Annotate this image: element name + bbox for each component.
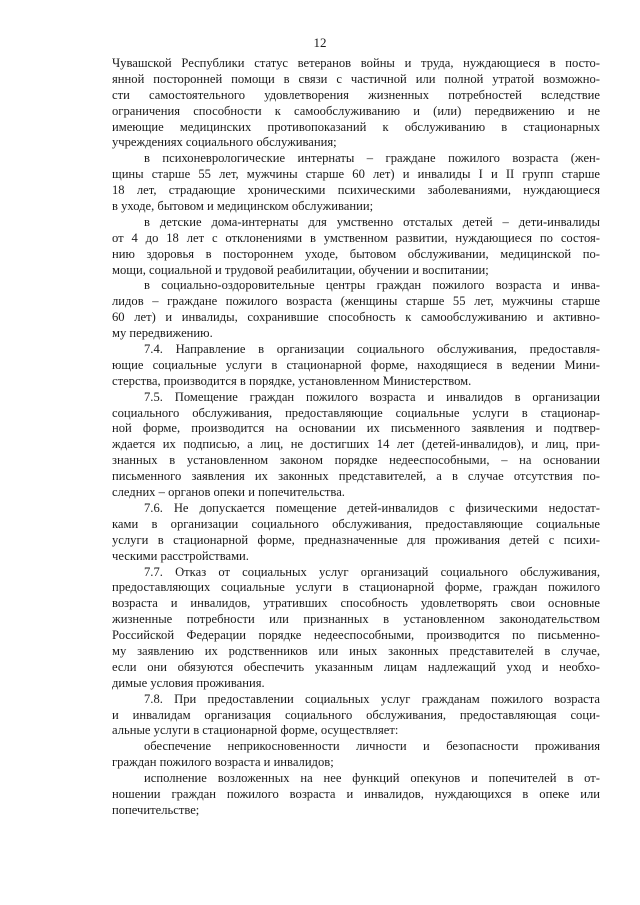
text-line: 7.4. Направление в организации социального обслуживания, предоставля- <box>144 342 600 357</box>
text-line: Российской Федерации порядке недееспособными, производится по письменно- <box>112 628 600 643</box>
text-line: и инвалидам организация социального обслуживания, предоставляющая соци- <box>112 707 600 722</box>
text-line: му передвижению. <box>112 326 213 341</box>
text-line: ношении граждан пожилого возраста и инвалидов, нуждающихся в опеке или <box>112 786 600 801</box>
text-line: следних – органов опеки и попечительства. <box>112 485 345 500</box>
text-line: жизненные потребности или признанных в установленном законодательством <box>112 612 600 627</box>
text-line: от 4 до 18 лет с отклонениями в умственном развитии, нуждающиеся по состоя- <box>112 230 600 245</box>
text-line: 7.5. Помещение граждан пожилого возраста и инвалидов в организации <box>144 389 600 404</box>
text-line: димые условия проживания. <box>112 675 265 690</box>
text-line: 18 лет, страдающие хроническими психическими заболеваниями, нуждающиеся <box>112 183 600 198</box>
text-line: учреждениях социального обслуживания; <box>112 135 337 150</box>
text-line: знанных в установленном законом порядке недееспособными, – на основании <box>112 453 600 468</box>
text-line: янной посторонней помощи в связи с частичной или полной утратой возможно- <box>112 71 600 86</box>
text-line: в уходе, бытовом и медицинском обслуживании; <box>112 199 374 214</box>
page-number: 12 <box>313 35 327 50</box>
text-line: в детские дома-интернаты для умственно отсталых детей – дети-инвалиды <box>144 214 600 229</box>
text-line: лидов – граждане пожилого возраста (женщины старше 55 лет, мужчины старше <box>112 294 600 309</box>
text-line: 7.8. При предоставлении социальных услуг гражданам пожилого возраста <box>144 691 600 706</box>
text-line: ющие социальные услуги в стационарной форме, находящиеся в ведении Мини- <box>112 357 600 372</box>
text-line: Чувашской Республики статус ветеранов войны и труда, нуждающиеся в посто- <box>112 56 600 70</box>
text-line: стерства, производится в порядке, установленном Министерством. <box>112 373 472 388</box>
text-line: исполнение возложенных на нее функций опекунов и попечителей в от- <box>144 771 600 786</box>
text-line: услуги в стационарной форме, предназначенные для проживания детей с психи- <box>112 532 600 547</box>
text-line: в социально-оздоровительные центры граждан пожилого возраста и инва- <box>144 278 600 293</box>
document-body <box>112 56 600 819</box>
text-line: 7.7. Отказ от социальных услуг организаций социального обслуживания, <box>144 564 600 579</box>
text-line: мощи, социальной и трудовой реабилитации, обучении и воспитании; <box>112 262 489 277</box>
text-line: ограничения способности к самообслуживанию и (или) передвижению и не <box>112 103 600 118</box>
text-line: предоставляющих социальные услуги в стационарной форме, граждан пожилого <box>112 580 600 595</box>
text-line: 7.6. Не допускается помещение детей-инвалидов с физическими недостат- <box>144 500 600 515</box>
text-line: граждан пожилого возраста и инвалидов; <box>112 755 334 770</box>
text-line: щины старше 55 лет, мужчины старше 60 лет) и инвалиды I и II групп старше <box>112 167 600 182</box>
text-line: сти самостоятельного удовлетворения жизненных потребностей вследствие <box>112 87 600 102</box>
text-line: 60 лет) и инвалиды, сохранившие способность к самообслуживанию и активно- <box>112 310 600 325</box>
text-line: письменного заявления их законных представителей, а в случае отсутствия по- <box>112 469 600 484</box>
text-line: возраста и инвалидов, утративших способность удовлетворять свои основные <box>112 596 600 611</box>
text-line: попечительстве; <box>112 802 200 817</box>
text-line: ческими расстройствами. <box>112 548 249 563</box>
text-line: нию здоровья в постороннем уходе, бытовом обслуживании, медицинской по- <box>112 246 600 261</box>
text-line: ждается их подписью, а лиц, не достигших 14 лет (детей-инвалидов), и лиц, при- <box>112 437 600 452</box>
text-line: социального обслуживания, предоставляющие социальные услуги в стационар- <box>112 405 600 420</box>
text-line: имеющие медицинских противопоказаний к обслуживанию в стационарных <box>112 119 600 134</box>
text-line: ками в организации социального обслуживания, предоставляющие социальные <box>112 516 600 531</box>
text-line: му заявлению их родственников или иных законных представителей в случае, <box>112 643 600 658</box>
text-line: если они обязуются обеспечить указанным лицам надлежащий уход и необхо- <box>112 659 600 674</box>
text-line: альные услуги в стационарной форме, осуществляет: <box>112 723 399 738</box>
text-line: ной форме, производится на основании их письменного заявления и подтвер- <box>112 421 600 436</box>
text-line: обеспечение неприкосновенности личности и безопасности проживания <box>144 739 600 754</box>
text-line: в психоневрологические интернаты – граждане пожилого возраста (жен- <box>144 151 600 166</box>
